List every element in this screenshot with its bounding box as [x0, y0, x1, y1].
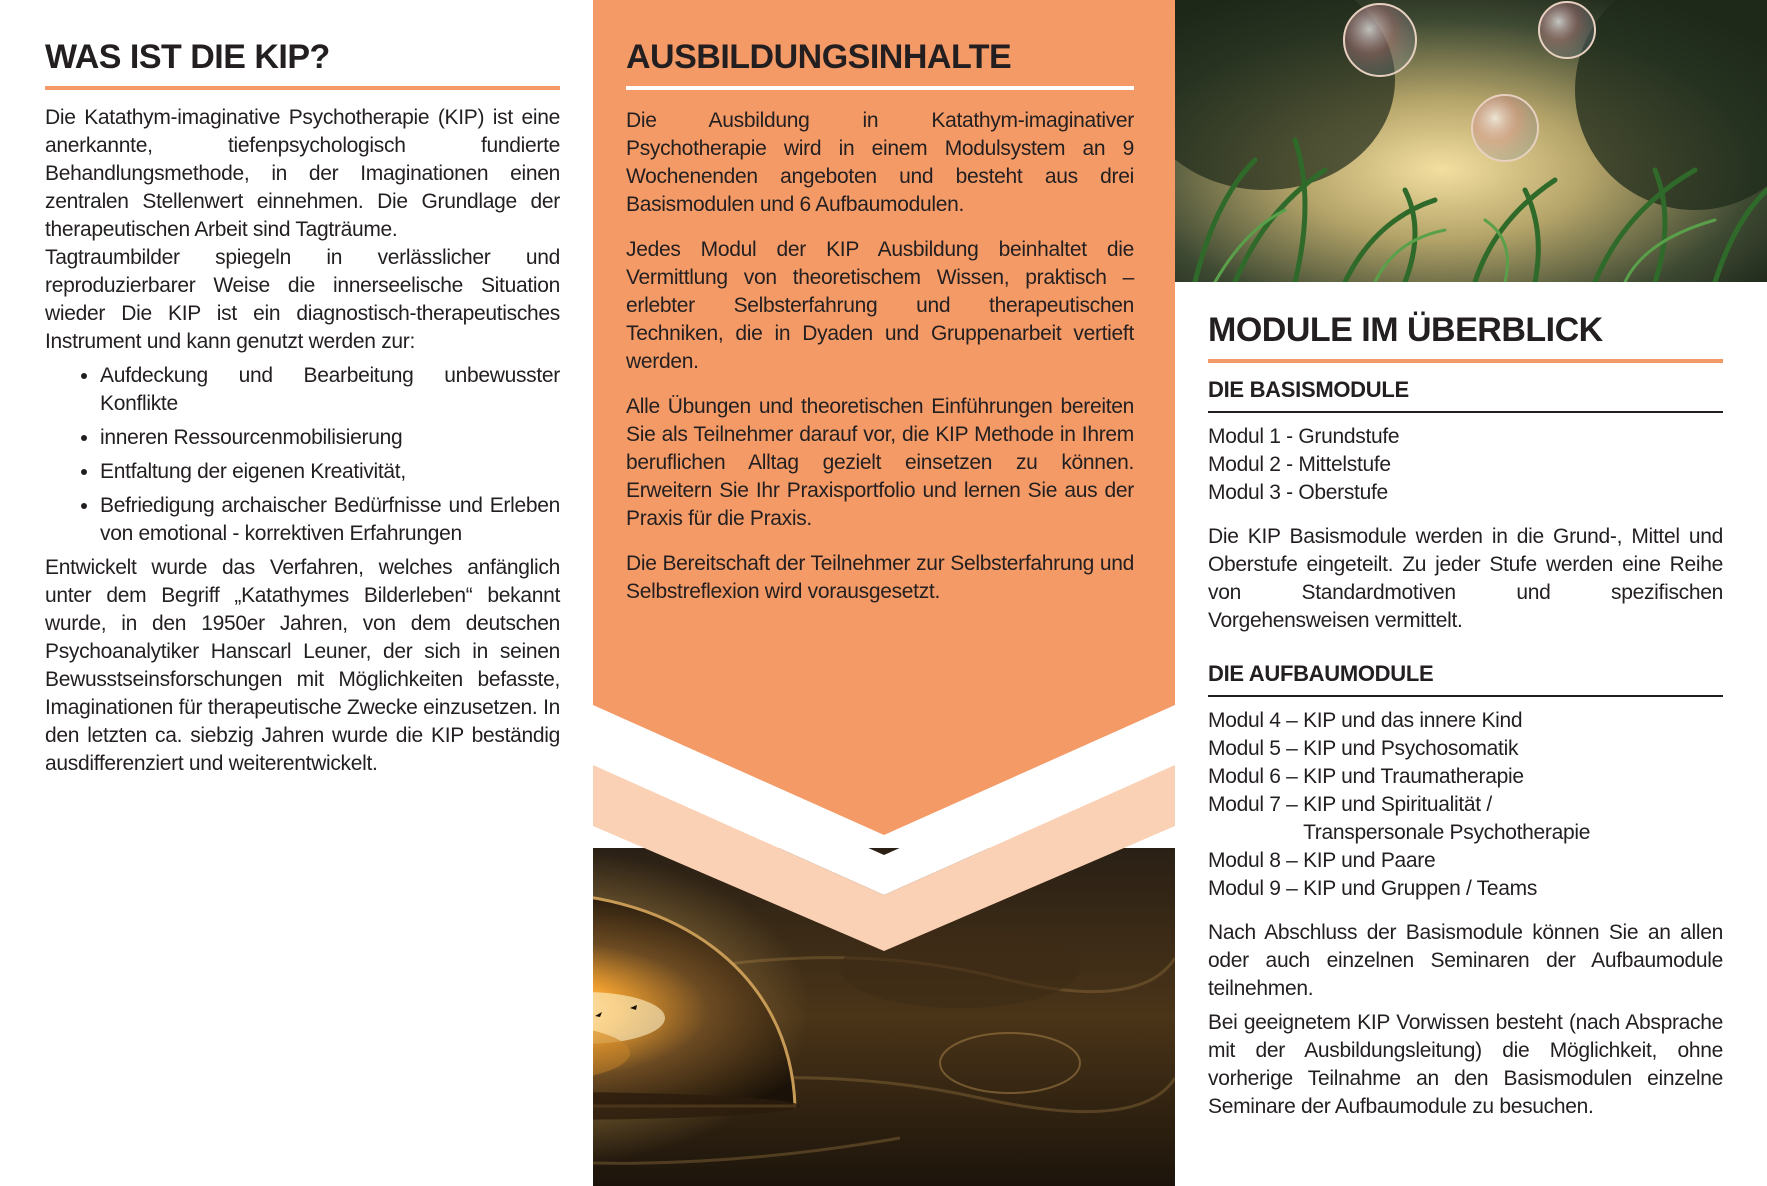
list-item [1208, 735, 1723, 763]
kip-intro: Die Katathym-imaginative Psychotherapie (KIP) ist eine anerkannte, tiefenpsychologisch fundierte Behandlungsmethode, in der Imaginationen einen zentralen Stellenwert einnehmen. Die Grundlage der therapeutischen Arbeit sind Tagträume. [45, 105, 560, 241]
list-item [1208, 847, 1723, 875]
module-label: Modul 6 – [1208, 764, 1304, 788]
module-title: KIP und Psychosomatik [1303, 736, 1519, 760]
list-item: Modul 3 - Oberstufe [1208, 480, 1388, 504]
kip-heading: WAS IST DIE KIP? [45, 40, 560, 90]
module-title-continued: Transpersonale Psychotherapie [1303, 820, 1591, 844]
ausbildung-paragraph-3: Alle Übungen und theoretischen Einführungen bereiten Sie als Teilnehmer darauf vor, die KIP Methode in Ihrem beruflichen Alltag gezielt einsetzen zu können. Erweitern Sie Ihr Praxisportfolio und lernen Sie aus der Praxis für die Praxis. [626, 394, 1134, 530]
ausbildung-column [593, 0, 1175, 1186]
aufbaumodule-list [1208, 707, 1723, 903]
aufbaumodule-heading: DIE AUFBAUMODULE [1208, 661, 1723, 697]
module-label: Modul 5 – [1208, 736, 1304, 760]
module-heading: MODULE IM ÜBERBLICK [1208, 313, 1723, 363]
ausbildung-paragraph-2: Jedes Modul der KIP Ausbildung beinhaltet die Vermittlung von theoretischem Wissen, praktisch – erlebter Selbsterfahrung und therapeutischen Techniken, die in Dyaden und Gruppenarbeit vertieft werden. [626, 237, 1134, 373]
module-label: Modul 8 – [1208, 848, 1304, 872]
kip-history: Entwickelt wurde das Verfahren, welches anfänglich unter dem Begriff „Katathymes Bilderleben“ bekannt wurde, in den 1950er Jahren, von dem deutschen Psychoanalytiker Hanscarl Leuner, der sich in seinen Bewusstseinsforschungen mit Möglichkeiten befasste, Imaginationen für therapeutische Zwecke einzusetzen. In den letzten ca. siebzig Jahren wurde die KIP beständig ausdifferenziert und weiterentwickelt. [45, 555, 560, 775]
module-title: KIP und Gruppen / Teams [1303, 876, 1538, 900]
basismodule-list [1208, 423, 1723, 507]
list-item: • Aufdeckung und Bearbeitung unbewusster Konflikte [100, 362, 560, 418]
list-item [1208, 763, 1723, 791]
list-item: Modul 2 - Mittelstufe [1208, 452, 1391, 476]
kip-column [0, 0, 593, 1186]
kip-intro-2: Tagtraumbilder spiegeln in verlässlicher und reproduzierbarer Weise die innerseelische Situation wieder Die KIP ist ein diagnostisch-therapeutisches Instrument und kann genutzt werden zur: [45, 245, 560, 353]
basismodule-heading: DIE BASISMODULE [1208, 377, 1723, 413]
list-item [1208, 707, 1723, 735]
module-title: KIP und das innere Kind [1303, 708, 1523, 732]
list-item [1208, 791, 1723, 847]
module-label: Modul 9 – [1208, 876, 1304, 900]
module-title-group [1303, 791, 1590, 847]
list-item [1208, 875, 1723, 903]
basismodule-text: Die KIP Basismodule werden in die Grund-, Mittel und Oberstufe eingeteilt. Zu jeder Stufe werden eine Reihe von Standardmotiven und spezifischen Vorgehensweisen vermittelt. [1208, 524, 1723, 632]
module-title: KIP und Spiritualität / [1303, 792, 1492, 816]
ausbildung-paragraph-1: Die Ausbildung in Katathym-imaginativer Psychotherapie wird in einem Modulsystem an 9 Wochenenden angeboten und besteht aus drei Basismodulen und 6 Aufbaumodulen. [626, 108, 1134, 216]
list-item: • Entfaltung der eigenen Kreativität, [100, 458, 560, 486]
module-column [1175, 282, 1767, 1186]
aufbau-prior-knowledge-text: Bei geeignetem KIP Vorwissen besteht (nach Absprache mit der Ausbildungsleitung) die Möglichkeit, ohne vorherige Teilnahme an den Basismodulen einzelne Seminare der Aufbaumodule zu besuchen. [1208, 1010, 1723, 1118]
module-title: KIP und Traumatherapie [1303, 764, 1524, 788]
ausbildung-paragraph-4: Die Bereitschaft der Teilnehmer zur Selbsterfahrung und Selbstreflexion wird vorausgesetzt. [626, 551, 1134, 603]
module-label: Modul 7 – [1208, 792, 1304, 816]
module-title: KIP und Paare [1303, 848, 1436, 872]
module-label: Modul 4 – [1208, 708, 1304, 732]
ausbildung-heading: AUSBILDUNGSINHALTE [626, 40, 1134, 90]
list-item: • Befriedigung archaischer Bedürfnisse und Erleben von emotional - korrektiven Erfahrungen [100, 492, 560, 548]
meadow-bubbles-image [1175, 0, 1767, 282]
list-item: • inneren Ressourcenmobilisierung [100, 424, 560, 452]
kip-uses-list [45, 362, 560, 548]
aufbau-after-text: Nach Abschluss der Basismodule können Sie an allen oder auch einzelnen Seminaren der Aufbaumodule teilnehmen. [1208, 920, 1723, 1000]
meadow-bubbles-photo [1175, 0, 1767, 282]
list-item: Modul 1 - Grundstufe [1208, 424, 1400, 448]
